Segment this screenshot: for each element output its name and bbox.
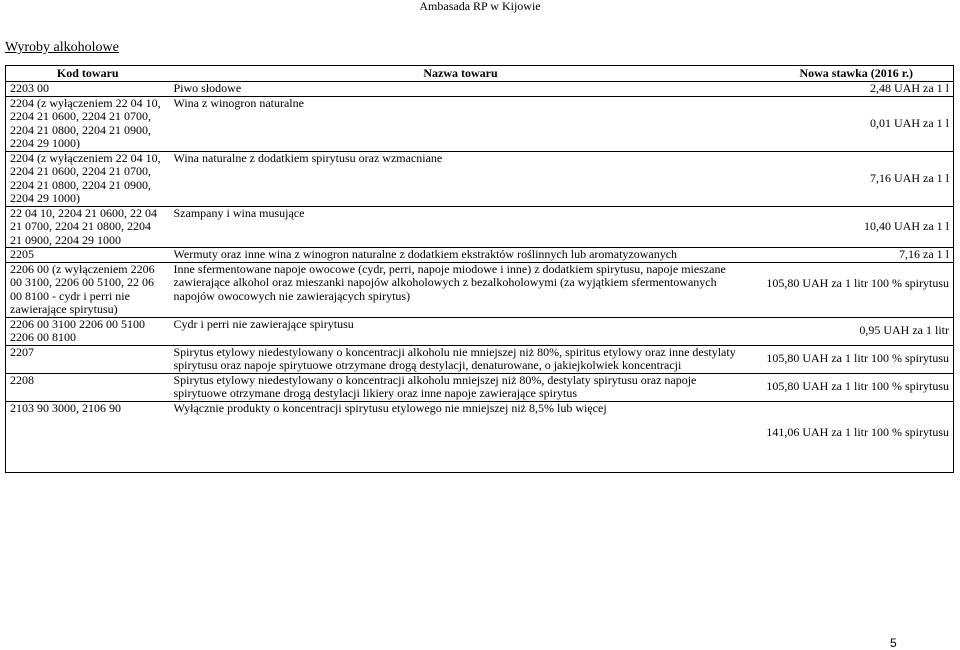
table-row: [6, 317, 954, 345]
cell-code: 2208: [10, 372, 34, 387]
page-number: 5: [890, 636, 897, 650]
page-header: Ambasada RP w Kijowie: [419, 0, 541, 13]
cell-rate: 0,01 UAH za 1 l: [870, 115, 949, 130]
header-name: Nazwa towaru: [423, 66, 498, 80]
cell-code: 22 04 10, 2204 21 0600, 22 04 21 0700, 2204 21 0800, 2204 21 0900, 2204 29 1000: [10, 205, 157, 247]
table-row: [6, 82, 954, 97]
cell-rate: 0,95 UAH za 1 litr: [859, 323, 949, 338]
table-header-row: [6, 66, 954, 82]
cell-name: Inne sfermentowane napoje owocowe (cydr, perri, napoje miodowe i inne) z dodatkiem spirytusu, napoje mieszane zawierające alkohol oraz mieszanki napojów alkoholowych z bezalkoholowymi (za wyjątkiem sfermentowanych napojów owocowych nie zawierających spirytus): [173, 261, 726, 303]
cell-code: 2203 00: [10, 81, 49, 95]
cell-rate: 7,16 UAH za 1 l: [870, 170, 949, 185]
cell-name: Wermuty oraz inne wina z winogron naturalne z dodatkiem ekstraktów roślinnych lub aromatyzowanych: [173, 247, 678, 261]
cell-code: 2205: [10, 247, 34, 261]
cell-rate: 7,16 za 1 l: [899, 247, 949, 261]
cell-name: Wyłącznie produkty o koncentracji spirytusu etylowego nie mniejszej niż 8,5% lub więcej: [173, 400, 607, 415]
table-row: [6, 96, 954, 151]
excise-rates-table: [5, 65, 954, 473]
cell-name: Cydr i perri nie zawierające spirytusu: [173, 316, 354, 331]
cell-rate: 141,06 UAH za 1 litr 100 % spirytusu: [766, 424, 949, 439]
cell-name: Wina z winogron naturalne: [173, 95, 304, 110]
table-row: [6, 345, 954, 373]
cell-rate: 105,80 UAH za 1 litr 100 % spirytusu: [766, 351, 949, 366]
cell-rate: 10,40 UAH za 1 l: [864, 219, 949, 233]
table-row: [6, 248, 954, 263]
cell-rate: 105,80 UAH za 1 litr 100 % spirytusu: [766, 379, 949, 394]
cell-rate: 105,80 UAH za 1 litr 100 % spirytusu: [766, 275, 949, 290]
cell-code: 2206 00 (z wyłączeniem 2206 00 3100, 2206 00 5100, 22 06 00 8100 - cydr i perri nie zawierające spirytusu): [10, 261, 155, 316]
header-rate: Nowa stawka (2016 r.): [799, 66, 913, 80]
cell-code: 2204 (z wyłączeniem 22 04 10, 2204 21 0600, 2204 21 0700, 2204 21 0800, 2204 21 0900, 2204 29 1000): [10, 150, 161, 205]
cell-name: Spirytus etylowy niedestylowany o koncentracji alkoholu nie mniejszej niż 80%, spiritus etylowy oraz inne destylaty spirytusu oraz napoje spirytuowe otrzymane drogą destylacji, denaturowane, o jakiejkolwiek koncentracji: [173, 344, 736, 372]
header-code: Kod towaru: [56, 66, 119, 80]
cell-code: 2207: [10, 344, 34, 359]
cell-rate: 2,48 UAH za 1 l: [870, 81, 949, 95]
table-row: [6, 401, 954, 472]
cell-code: 2206 00 3100 2206 00 5100 2206 00 8100: [10, 316, 145, 344]
table-row: [6, 262, 954, 317]
cell-name: Szampany i wina musujące: [173, 205, 305, 220]
cell-code: 2204 (z wyłączeniem 22 04 10, 2204 21 0600, 2204 21 0700, 2204 21 0800, 2204 21 0900, 2204 29 1000): [10, 95, 161, 150]
table-row: [6, 151, 954, 206]
table-row: [6, 206, 954, 248]
cell-code: 2103 90 3000, 2106 90: [10, 400, 121, 415]
cell-name: Piwo słodowe: [173, 81, 242, 95]
cell-name: Spirytus etylowy niedestylowany o koncentracji alkoholu mniejszej niż 80%, destylaty spirytusu oraz napoje spirytuowe otrzymane drogą destylacji likiery oraz inne napoje zawierające spirytus: [173, 372, 697, 400]
table-row: [6, 373, 954, 401]
cell-name: Wina naturalne z dodatkiem spirytusu oraz wzmacniane: [173, 150, 443, 165]
section-title: Wyroby alkoholowe: [5, 40, 119, 55]
